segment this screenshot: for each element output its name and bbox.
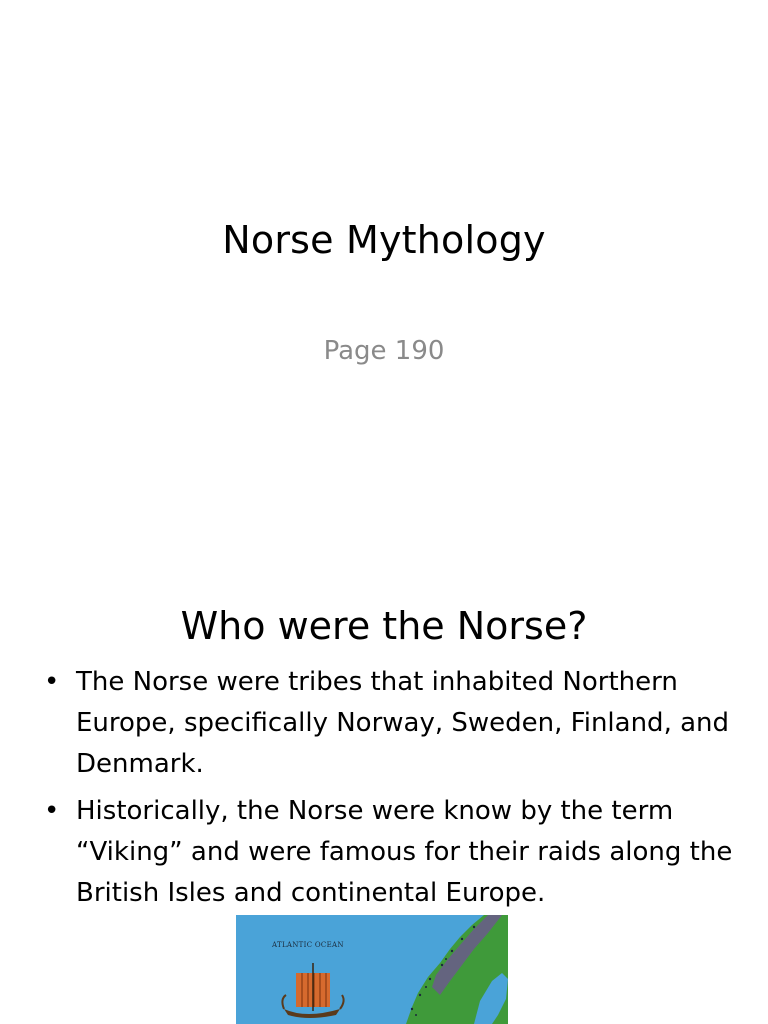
bullet-text: Historically, the Norse were know by the term “Viking” and were famous for their raids along the British Isles and continental Europe. (76, 796, 733, 908)
slide-heading: Who were the Norse? (180, 604, 588, 648)
page-title: Norse Mythology (222, 218, 546, 262)
bullet-list (42, 662, 742, 920)
map-illustration (236, 915, 508, 1024)
scandinavia-map-image (236, 915, 508, 1024)
page-subtitle: Page 190 (323, 336, 445, 366)
bullet-text: The Norse were tribes that inhabited Northern Europe, specifically Norway, Sweden, Finland, and Denmark. (76, 667, 730, 779)
bullet-item-2 (42, 791, 742, 914)
bullet-marker: • (44, 667, 60, 697)
bullet-marker: • (44, 796, 60, 826)
bullet-item-1 (42, 662, 742, 785)
slide-who-were-the-norse (0, 576, 768, 1024)
map-label-atlantic-ocean: ATLANTIC OCEAN (272, 941, 344, 949)
